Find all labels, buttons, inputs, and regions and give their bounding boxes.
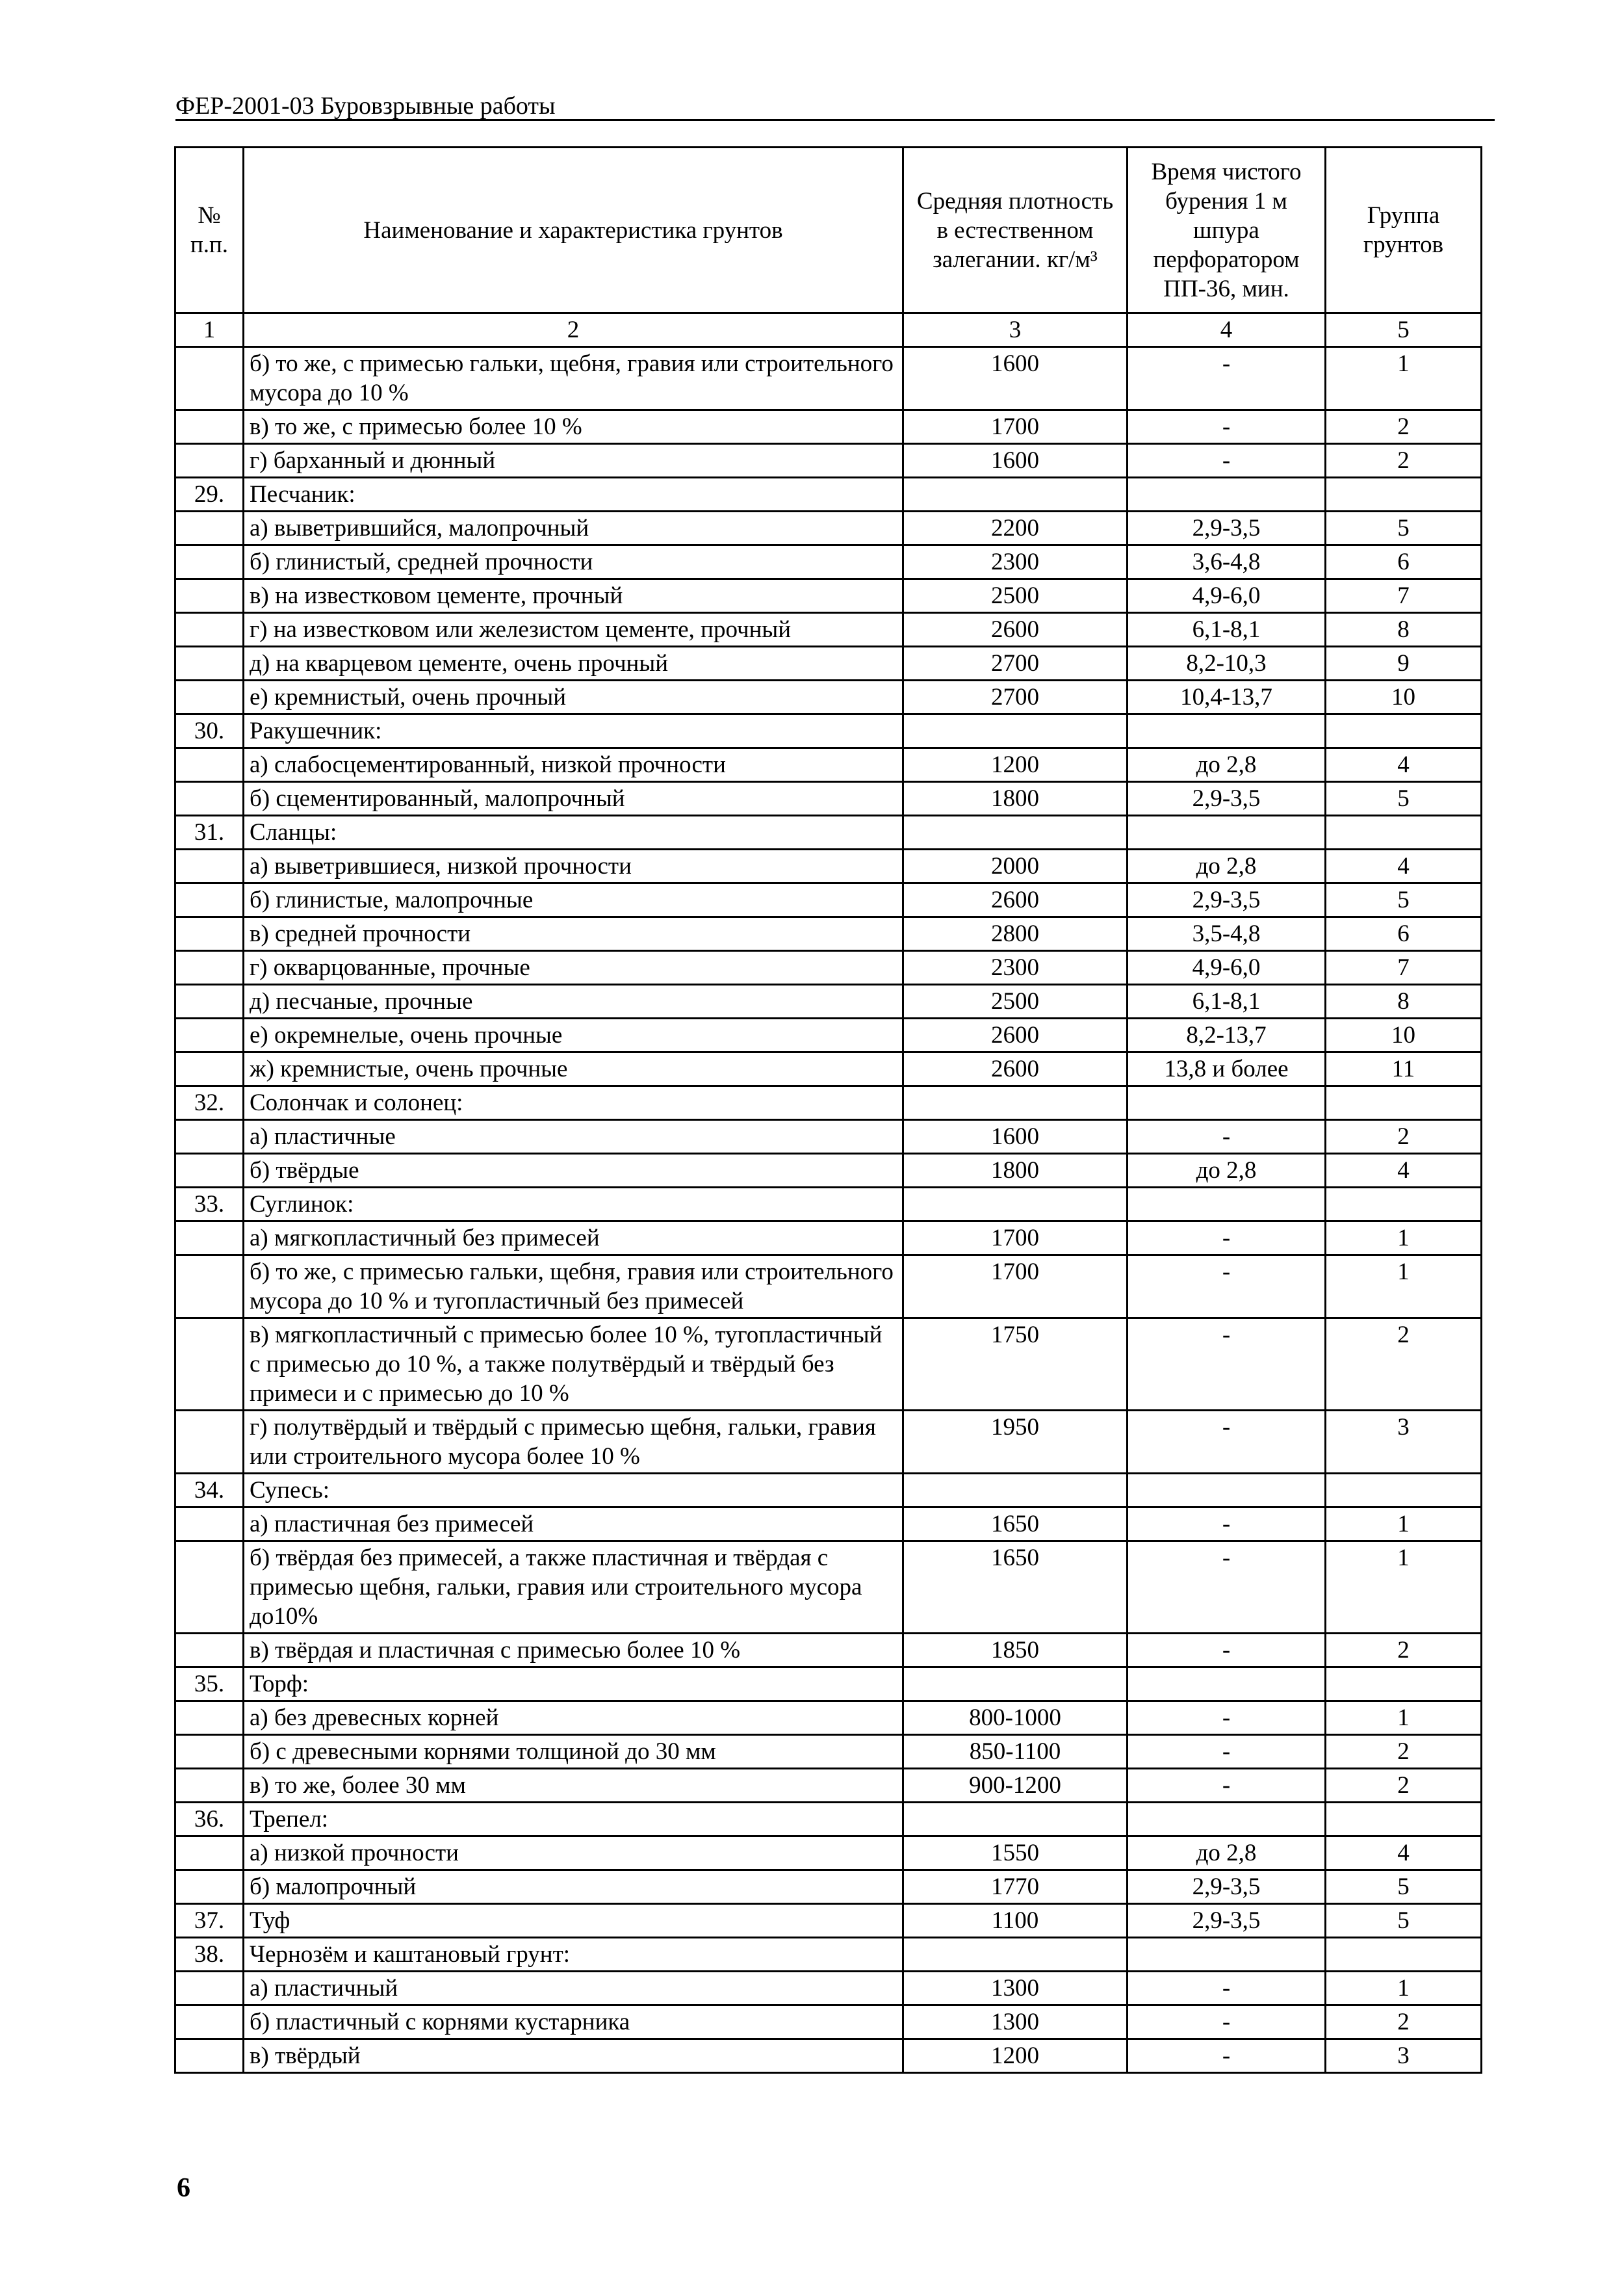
drill-time-value: -	[1128, 1255, 1326, 1318]
soil-name: а) пластичный	[244, 1972, 903, 2005]
table-row	[175, 714, 1482, 748]
table-row	[175, 1904, 1482, 1938]
row-number	[175, 2005, 244, 2039]
table-row	[175, 410, 1482, 444]
drill-time-value: -	[1128, 1769, 1326, 1803]
row-number: 31.	[175, 816, 244, 850]
group-value: 4	[1326, 748, 1482, 782]
drill-time-value: 3,5-4,8	[1128, 917, 1326, 951]
table-row	[175, 1411, 1482, 1474]
drill-time-value	[1128, 478, 1326, 512]
density-value: 2600	[903, 1052, 1128, 1086]
soil-name: в) твёрдая и пластичная с примесью более 10 %	[244, 1634, 903, 1667]
drill-time-value: 6,1-8,1	[1128, 613, 1326, 647]
group-value: 2	[1326, 1318, 1482, 1411]
drill-time-value: до 2,8	[1128, 1836, 1326, 1870]
group-value: 2	[1326, 1769, 1482, 1803]
drill-time-value	[1128, 1667, 1326, 1701]
group-value: 5	[1326, 1870, 1482, 1904]
density-value: 1200	[903, 748, 1128, 782]
group-value: 1	[1326, 1507, 1482, 1541]
table-row	[175, 1701, 1482, 1735]
table-row	[175, 1870, 1482, 1904]
density-value: 2600	[903, 883, 1128, 917]
drill-time-value: 3,6-4,8	[1128, 545, 1326, 579]
density-value: 2000	[903, 850, 1128, 883]
soil-name: б) глинистые, малопрочные	[244, 883, 903, 917]
soil-name: д) песчаные, прочные	[244, 985, 903, 1019]
group-value: 8	[1326, 613, 1482, 647]
soil-name: г) барханный и дюнный	[244, 444, 903, 478]
table-row	[175, 1769, 1482, 1803]
table-row	[175, 1735, 1482, 1769]
group-value: 7	[1326, 951, 1482, 985]
group-value: 10	[1326, 681, 1482, 714]
drill-time-value: -	[1128, 1634, 1326, 1667]
soil-name: в) на известковом цементе, прочный	[244, 579, 903, 613]
density-value: 1650	[903, 1541, 1128, 1634]
group-value: 6	[1326, 545, 1482, 579]
column-number-row	[175, 313, 1482, 347]
density-value: 1650	[903, 1507, 1128, 1541]
soil-name: Ракушечник:	[244, 714, 903, 748]
page-header-title: ФЕР-2001-03 Буровзрывные работы	[175, 92, 556, 120]
row-number: 36.	[175, 1803, 244, 1836]
group-value	[1326, 1667, 1482, 1701]
group-value: 2	[1326, 444, 1482, 478]
soil-name: б) сцементированный, малопрочный	[244, 782, 903, 816]
row-number	[175, 985, 244, 1019]
density-value: 1600	[903, 347, 1128, 410]
group-value: 5	[1326, 1904, 1482, 1938]
group-value	[1326, 816, 1482, 850]
drill-time-value: 13,8 и более	[1128, 1052, 1326, 1086]
density-value: 1800	[903, 782, 1128, 816]
row-number	[175, 883, 244, 917]
density-value: 1600	[903, 1120, 1128, 1154]
soil-name: е) кремнистый, очень прочный	[244, 681, 903, 714]
table-row	[175, 478, 1482, 512]
table-row	[175, 2005, 1482, 2039]
drill-time-value: -	[1128, 410, 1326, 444]
group-value: 9	[1326, 647, 1482, 681]
soil-name: Туф	[244, 1904, 903, 1938]
row-number	[175, 1052, 244, 1086]
drill-time-value: -	[1128, 1318, 1326, 1411]
column-header-density: Средняя плотность в естественном залегании. кг/м³	[903, 148, 1128, 313]
soil-name: б) то же, с примесью гальки, щебня, гравия или строительного мусора до 10 %	[244, 347, 903, 410]
group-value	[1326, 478, 1482, 512]
soil-name: Трепел:	[244, 1803, 903, 1836]
group-value: 2	[1326, 1735, 1482, 1769]
density-value: 1700	[903, 1221, 1128, 1255]
soil-name: г) на известковом или железистом цементе, прочный	[244, 613, 903, 647]
row-number	[175, 1318, 244, 1411]
row-number	[175, 347, 244, 410]
soil-name: е) окремнелые, очень прочные	[244, 1019, 903, 1052]
row-number	[175, 444, 244, 478]
row-number: 37.	[175, 1904, 244, 1938]
soil-name: в) то же, с примесью более 10 %	[244, 410, 903, 444]
row-number	[175, 1634, 244, 1667]
table-row	[175, 347, 1482, 410]
soil-name: в) твёрдый	[244, 2039, 903, 2073]
soil-name: а) слабосцементированный, низкой прочности	[244, 748, 903, 782]
row-number	[175, 512, 244, 545]
drill-time-value: 2,9-3,5	[1128, 1870, 1326, 1904]
row-number	[175, 1019, 244, 1052]
drill-time-value	[1128, 1803, 1326, 1836]
density-value: 2500	[903, 579, 1128, 613]
table-row	[175, 782, 1482, 816]
drill-time-value: -	[1128, 1120, 1326, 1154]
table-row	[175, 1972, 1482, 2005]
table-row	[175, 1667, 1482, 1701]
row-number	[175, 545, 244, 579]
table-row	[175, 613, 1482, 647]
table-row	[175, 1221, 1482, 1255]
row-number: 30.	[175, 714, 244, 748]
density-value: 1750	[903, 1318, 1128, 1411]
row-number	[175, 1836, 244, 1870]
group-value: 1	[1326, 1701, 1482, 1735]
density-value: 1950	[903, 1411, 1128, 1474]
drill-time-value: 2,9-3,5	[1128, 883, 1326, 917]
table-row	[175, 985, 1482, 1019]
density-value	[903, 478, 1128, 512]
row-number	[175, 1870, 244, 1904]
table-row	[175, 1474, 1482, 1507]
soil-name: г) окварцованные, прочные	[244, 951, 903, 985]
row-number	[175, 782, 244, 816]
density-value: 850-1100	[903, 1735, 1128, 1769]
table-row	[175, 883, 1482, 917]
drill-time-value: -	[1128, 1221, 1326, 1255]
row-number	[175, 410, 244, 444]
soil-name: Сланцы:	[244, 816, 903, 850]
drill-time-value	[1128, 1938, 1326, 1972]
density-value: 1800	[903, 1154, 1128, 1188]
group-value	[1326, 1938, 1482, 1972]
density-value	[903, 1938, 1128, 1972]
group-value: 5	[1326, 512, 1482, 545]
drill-time-value: до 2,8	[1128, 1154, 1326, 1188]
soil-table	[174, 146, 1482, 2074]
drill-time-value: 10,4-13,7	[1128, 681, 1326, 714]
density-value	[903, 1667, 1128, 1701]
row-number	[175, 1769, 244, 1803]
group-value: 10	[1326, 1019, 1482, 1052]
table-body	[175, 347, 1482, 2073]
group-value: 2	[1326, 2005, 1482, 2039]
row-number	[175, 917, 244, 951]
soil-name: б) малопрочный	[244, 1870, 903, 1904]
soil-name: б) с древесными корнями толщиной до 30 мм	[244, 1735, 903, 1769]
soil-name: б) то же, с примесью гальки, щебня, гравия или строительного мусора до 10 % и тугопластичный без примесей	[244, 1255, 903, 1318]
table-row	[175, 1318, 1482, 1411]
column-header-name: Наименование и характеристика грунтов	[244, 148, 903, 313]
density-value: 1850	[903, 1634, 1128, 1667]
row-number	[175, 951, 244, 985]
density-value: 2300	[903, 545, 1128, 579]
drill-time-value: 6,1-8,1	[1128, 985, 1326, 1019]
density-value: 2600	[903, 613, 1128, 647]
soil-name: ж) кремнистые, очень прочные	[244, 1052, 903, 1086]
row-number	[175, 681, 244, 714]
soil-name: б) глинистый, средней прочности	[244, 545, 903, 579]
soil-name: Солончак и солонец:	[244, 1086, 903, 1120]
table-row	[175, 850, 1482, 883]
drill-time-value: -	[1128, 1972, 1326, 2005]
table-row	[175, 1154, 1482, 1188]
drill-time-value: 2,9-3,5	[1128, 1904, 1326, 1938]
group-value: 4	[1326, 1836, 1482, 1870]
group-value: 1	[1326, 1221, 1482, 1255]
soil-name: а) мягкопластичный без примесей	[244, 1221, 903, 1255]
table-row	[175, 1120, 1482, 1154]
density-value: 1700	[903, 1255, 1128, 1318]
drill-time-value: 4,9-6,0	[1128, 951, 1326, 985]
table-row	[175, 2039, 1482, 2073]
drill-time-value: -	[1128, 444, 1326, 478]
group-value	[1326, 1474, 1482, 1507]
row-number	[175, 1507, 244, 1541]
table-row	[175, 545, 1482, 579]
density-value	[903, 1086, 1128, 1120]
drill-time-value: -	[1128, 1411, 1326, 1474]
density-value: 2500	[903, 985, 1128, 1019]
drill-time-value	[1128, 714, 1326, 748]
density-value	[903, 816, 1128, 850]
density-value: 900-1200	[903, 1769, 1128, 1803]
row-number	[175, 1411, 244, 1474]
table-row	[175, 1803, 1482, 1836]
drill-time-value: -	[1128, 1701, 1326, 1735]
row-number	[175, 579, 244, 613]
drill-time-value: -	[1128, 1507, 1326, 1541]
group-value: 4	[1326, 1154, 1482, 1188]
row-number: 34.	[175, 1474, 244, 1507]
density-value: 800-1000	[903, 1701, 1128, 1735]
group-value: 1	[1326, 1255, 1482, 1318]
drill-time-value	[1128, 816, 1326, 850]
soil-name: Супесь:	[244, 1474, 903, 1507]
soil-name: а) пластичные	[244, 1120, 903, 1154]
table-row	[175, 748, 1482, 782]
table-row	[175, 1052, 1482, 1086]
column-header-drill-time: Время чистого бурения 1 м шпура перфоратором ПП-36, мин.	[1128, 148, 1326, 313]
row-number	[175, 748, 244, 782]
group-value	[1326, 1803, 1482, 1836]
soil-name: г) полутвёрдый и твёрдый с примесью щебня, гальки, гравия или строительного мусора более 10 %	[244, 1411, 903, 1474]
table-row	[175, 579, 1482, 613]
drill-time-value: 2,9-3,5	[1128, 782, 1326, 816]
soil-name: в) то же, более 30 мм	[244, 1769, 903, 1803]
soil-name: а) выветрившийся, малопрочный	[244, 512, 903, 545]
density-value	[903, 1474, 1128, 1507]
density-value: 1770	[903, 1870, 1128, 1904]
group-value: 6	[1326, 917, 1482, 951]
table-row	[175, 1938, 1482, 1972]
soil-name: а) без древесных корней	[244, 1701, 903, 1735]
page-number: 6	[177, 2173, 190, 2203]
drill-time-value: до 2,8	[1128, 850, 1326, 883]
row-number	[175, 647, 244, 681]
column-number: 2	[244, 313, 903, 347]
soil-name: а) низкой прочности	[244, 1836, 903, 1870]
drill-time-value: 4,9-6,0	[1128, 579, 1326, 613]
density-value	[903, 1188, 1128, 1221]
row-number	[175, 1541, 244, 1634]
table-row	[175, 816, 1482, 850]
column-number: 4	[1128, 313, 1326, 347]
drill-time-value: до 2,8	[1128, 748, 1326, 782]
group-value: 1	[1326, 1541, 1482, 1634]
row-number: 32.	[175, 1086, 244, 1120]
density-value: 1300	[903, 2005, 1128, 2039]
table-row	[175, 951, 1482, 985]
density-value: 1100	[903, 1904, 1128, 1938]
group-value: 3	[1326, 1411, 1482, 1474]
density-value: 2200	[903, 512, 1128, 545]
density-value: 1300	[903, 1972, 1128, 2005]
group-value	[1326, 1188, 1482, 1221]
density-value: 2800	[903, 917, 1128, 951]
column-number: 1	[175, 313, 244, 347]
density-value: 2300	[903, 951, 1128, 985]
density-value: 1600	[903, 444, 1128, 478]
group-value: 5	[1326, 883, 1482, 917]
soil-name: Торф:	[244, 1667, 903, 1701]
group-value	[1326, 1086, 1482, 1120]
drill-time-value: -	[1128, 1735, 1326, 1769]
row-number	[175, 1255, 244, 1318]
table-row	[175, 1188, 1482, 1221]
soil-name: б) твёрдая без примесей, а также пластичная и твёрдая с примесью щебня, гальки, гравия или строительного мусора до10%	[244, 1541, 903, 1634]
soil-name: Песчаник:	[244, 478, 903, 512]
row-number	[175, 1735, 244, 1769]
drill-time-value: -	[1128, 1541, 1326, 1634]
group-value: 2	[1326, 1634, 1482, 1667]
table-row	[175, 1836, 1482, 1870]
group-value: 5	[1326, 782, 1482, 816]
density-value: 2600	[903, 1019, 1128, 1052]
column-header-group: Группа грунтов	[1326, 148, 1482, 313]
drill-time-value	[1128, 1188, 1326, 1221]
row-number	[175, 1120, 244, 1154]
table-row	[175, 444, 1482, 478]
density-value: 1550	[903, 1836, 1128, 1870]
drill-time-value: 8,2-10,3	[1128, 647, 1326, 681]
table-row	[175, 1255, 1482, 1318]
drill-time-value	[1128, 1086, 1326, 1120]
table-row	[175, 1541, 1482, 1634]
table-row	[175, 1507, 1482, 1541]
header-rule	[175, 119, 1495, 121]
group-value: 8	[1326, 985, 1482, 1019]
soil-name: Чернозём и каштановый грунт:	[244, 1938, 903, 1972]
group-value: 2	[1326, 1120, 1482, 1154]
table-row	[175, 681, 1482, 714]
group-value: 3	[1326, 2039, 1482, 2073]
soil-name: а) выветрившиеся, низкой прочности	[244, 850, 903, 883]
group-value: 11	[1326, 1052, 1482, 1086]
drill-time-value: -	[1128, 347, 1326, 410]
soil-name: б) пластичный с корнями кустарника	[244, 2005, 903, 2039]
table-row	[175, 1634, 1482, 1667]
row-number: 29.	[175, 478, 244, 512]
group-value: 1	[1326, 1972, 1482, 2005]
row-number: 33.	[175, 1188, 244, 1221]
drill-time-value: -	[1128, 2005, 1326, 2039]
table-row	[175, 1019, 1482, 1052]
density-value: 2700	[903, 647, 1128, 681]
table-row	[175, 647, 1482, 681]
row-number	[175, 850, 244, 883]
row-number: 35.	[175, 1667, 244, 1701]
row-number	[175, 1221, 244, 1255]
table-row	[175, 917, 1482, 951]
row-number	[175, 1154, 244, 1188]
column-number: 3	[903, 313, 1128, 347]
column-header-number: № п.п.	[175, 148, 244, 313]
soil-name: в) мягкопластичный с примесью более 10 %, тугопластичный с примесью до 10 %, а также полутвёрдый и твёрдый без примеси и с примесью до 10 %	[244, 1318, 903, 1411]
density-value: 2700	[903, 681, 1128, 714]
row-number	[175, 613, 244, 647]
row-number	[175, 1972, 244, 2005]
drill-time-value	[1128, 1474, 1326, 1507]
column-number: 5	[1326, 313, 1482, 347]
density-value	[903, 1803, 1128, 1836]
group-value: 7	[1326, 579, 1482, 613]
drill-time-value: -	[1128, 2039, 1326, 2073]
drill-time-value: 8,2-13,7	[1128, 1019, 1326, 1052]
table-row	[175, 512, 1482, 545]
group-value: 4	[1326, 850, 1482, 883]
row-number	[175, 2039, 244, 2073]
density-value: 1700	[903, 410, 1128, 444]
row-number: 38.	[175, 1938, 244, 1972]
drill-time-value: 2,9-3,5	[1128, 512, 1326, 545]
soil-name: б) твёрдые	[244, 1154, 903, 1188]
soil-name: в) средней прочности	[244, 917, 903, 951]
group-value: 1	[1326, 347, 1482, 410]
table-row	[175, 1086, 1482, 1120]
soil-name: а) пластичная без примесей	[244, 1507, 903, 1541]
group-value: 2	[1326, 410, 1482, 444]
density-value	[903, 714, 1128, 748]
soil-name: д) на кварцевом цементе, очень прочный	[244, 647, 903, 681]
row-number	[175, 1701, 244, 1735]
soil-name: Суглинок:	[244, 1188, 903, 1221]
group-value	[1326, 714, 1482, 748]
table-header-row	[175, 148, 1482, 313]
density-value: 1200	[903, 2039, 1128, 2073]
